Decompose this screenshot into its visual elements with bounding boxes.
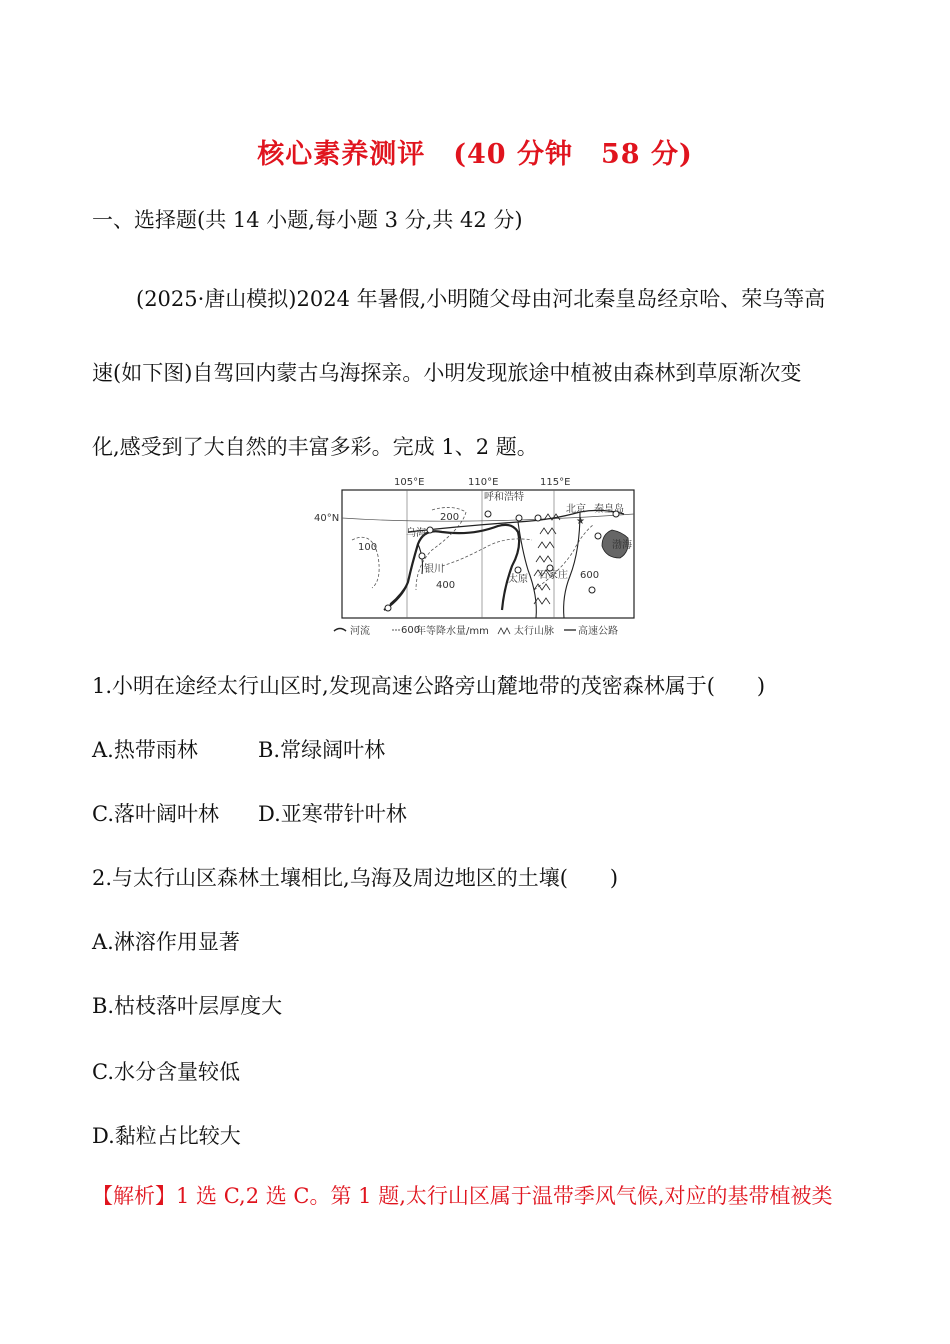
lon-label: 110°E: [468, 477, 499, 488]
intro-paragraph: [92, 262, 862, 484]
question-stem: 2.与太行山区森林土壤相比,乌海及周边地区的土壤( ): [92, 866, 619, 890]
analysis-text: 【解析】1 选 C,2 选 C。第 1 题,太行山区属于温带季风气候,对应的基带植被类: [92, 1184, 833, 1208]
legend-river-icon: [334, 629, 346, 632]
city-marker: [589, 587, 595, 593]
city-marker: [535, 515, 541, 521]
option: D.黏粒占比较大: [92, 1124, 241, 1148]
city-marker: [516, 515, 522, 521]
beijing-star-icon: ★: [576, 516, 585, 527]
isohyet-label: 100: [358, 542, 378, 553]
city-marker: [485, 511, 491, 517]
lat-label: 40°N: [314, 513, 340, 524]
option: A.淋溶作用显著: [92, 930, 240, 954]
city-marker: [385, 605, 391, 611]
route-map: [312, 470, 642, 640]
legend-mountain-icon: [498, 628, 510, 634]
isohyet-label: 400: [436, 580, 456, 591]
option-row: [92, 734, 385, 764]
question-stem: 1.小明在途经太行山区时,发现高速公路旁山麓地带的茂密森林属于( ): [92, 674, 766, 698]
legend-label: 河流: [350, 626, 370, 637]
section-heading: 一、选择题(共 14 小题,每小题 3 分,共 42 分): [92, 208, 523, 232]
intro-line: 速(如下图)自驾回内蒙古乌海探亲。小明发现旅途中植被由森林到草原渐次变: [92, 361, 802, 385]
option-row: [92, 798, 407, 828]
city-marker: [515, 567, 521, 573]
page-title: [0, 132, 950, 171]
place-label: 银川: [424, 564, 444, 575]
option: C.落叶阔叶林: [92, 802, 219, 826]
place-label: 石家庄: [538, 570, 568, 581]
intro-line: 化,感受到了大自然的丰富多彩。完成 1、2 题。: [92, 435, 538, 459]
place-label: 渤海: [612, 540, 632, 551]
legend-isohyet-value: 600: [401, 625, 421, 636]
place-label: 北京: [566, 504, 586, 515]
map-frame: [342, 490, 634, 618]
option: D.亚寒带针叶林: [258, 802, 407, 826]
legend-label: 年等降水量/mm: [416, 626, 489, 637]
legend-label: 太行山脉: [514, 626, 554, 637]
title-main: 核心素养测评: [257, 139, 426, 170]
place-label: 乌海: [406, 528, 426, 539]
place-label: 秦皇岛: [594, 504, 624, 515]
isohyet-label: 200: [440, 512, 460, 523]
legend-label: 高速公路: [578, 626, 618, 637]
option: A.热带雨林: [92, 738, 198, 762]
city-marker: [427, 527, 433, 533]
intro-line: (2025·唐山模拟)2024 年暑假,小明随父母由河北秦皇岛经京哈、荣乌等高: [136, 287, 826, 311]
city-marker: [595, 533, 601, 539]
title-sub: (40 分钟 58 分): [453, 139, 693, 170]
option: B.常绿阔叶林: [258, 738, 386, 762]
lon-label: 115°E: [540, 477, 571, 488]
map-legend: [334, 624, 618, 637]
option: B.枯枝落叶层厚度大: [92, 994, 283, 1018]
option: C.水分含量较低: [92, 1060, 240, 1084]
place-label: 太原: [508, 574, 528, 585]
lon-label: 105°E: [394, 477, 425, 488]
isohyet-label: 600: [580, 570, 600, 581]
city-marker: [419, 553, 425, 559]
place-label: 呼和浩特: [484, 492, 524, 503]
